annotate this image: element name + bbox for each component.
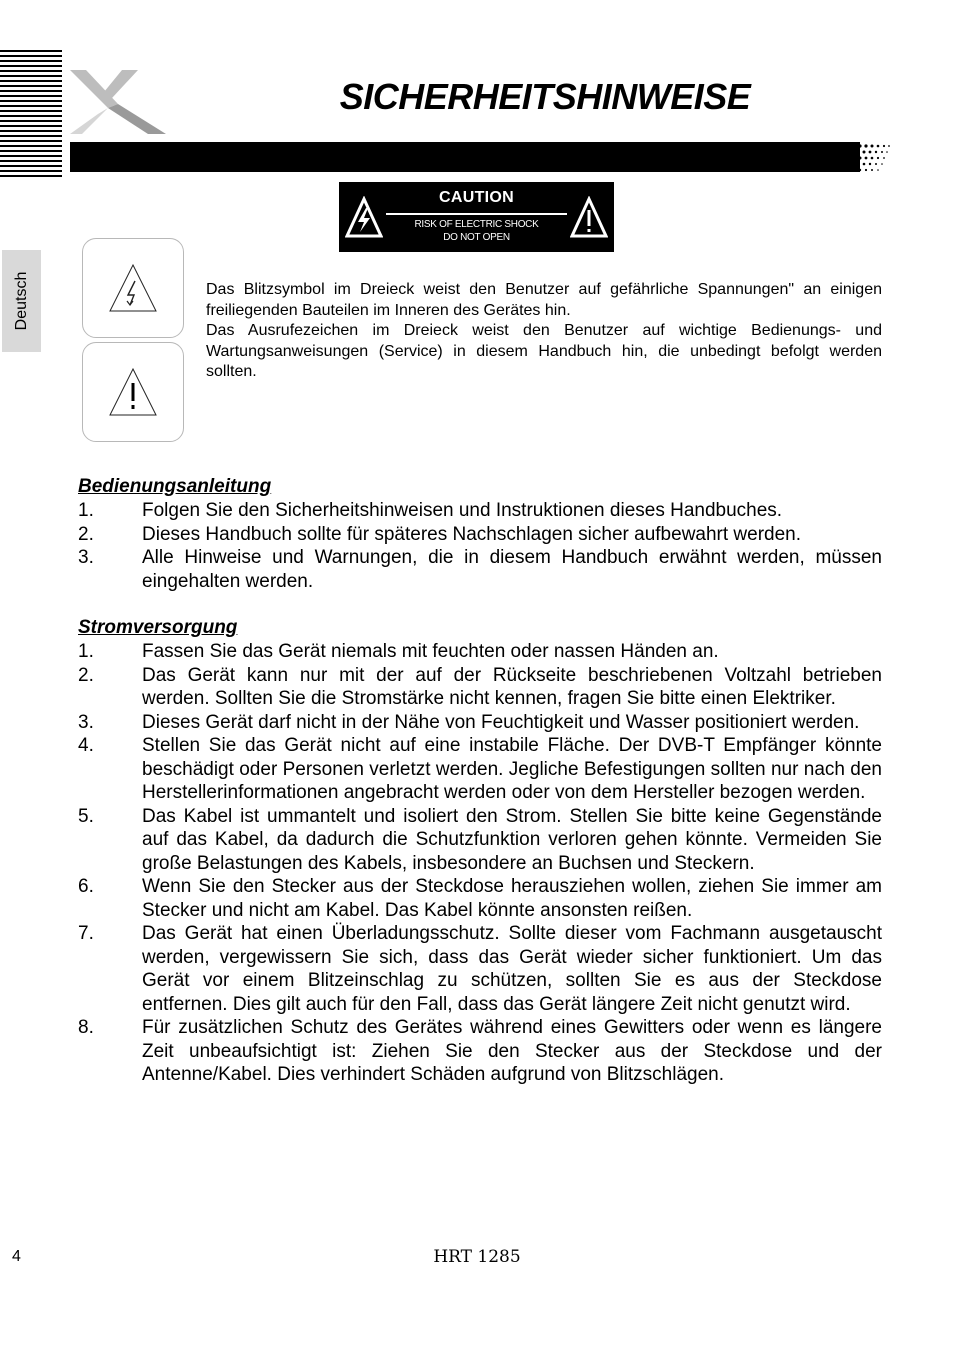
footer-model-name: HRT 1285 [433,1247,521,1267]
list-item: 8. Für zusätzlichen Schutz des Gerätes während eines Gewitters oder wenn es längere Zeit unbeaufsichtigt ist: Ziehen Sie den Stecker aus der Steckdose und der Antenne/Kabel. Dies verhindert Schäden aufgrund von Blitzschlägen. [78,1017,882,1085]
caution-label [339,182,614,252]
section-heading: Stromversorgung [78,617,238,638]
lightning-symbol-box [82,238,184,338]
caution-line-2: DO NOT OPEN [443,232,510,243]
lightning-triangle-icon [106,261,160,315]
halftone-dots [848,140,892,174]
language-tab-label: Deutsch [12,271,30,331]
list-item: 1. Folgen Sie den Sicherheitshinweisen und Instruktionen dieses Handbuches. [78,500,783,521]
list-item: 7. Das Gerät hat einen Überladungsschutz. Sollte dieser vom Fachmann ausgetauscht werden, vergewissern Sie sich, dass das Gerät wieder sicher funktioniert. Um das Gerät vor einem Blitzeinschlag zu schützen, sollten Sie es aus der Steckdose entfernen. Dies gilt auch für den Fall, dass das Gerät längere Zeit nicht genutzt wird. [78,923,882,1015]
caution-divider [386,213,567,215]
exclamation-explanation: Das Ausrufezeichen im Dreieck weist den Benutzer auf wichtige Bedienungs- und Wartungsanweisungen (Service) in diesem Handbuch hin, die unbedingt befolgt werden sollten. [206,322,882,380]
list-item: 6. Wenn Sie den Stecker aus der Steckdose herausziehen wollen, ziehen Sie immer am Stecker und nicht am Kabel. Das Kabel könnte ansonsten reißen. [78,876,882,921]
section-bedienungsanleitung [78,475,882,593]
language-tab [2,250,41,352]
caution-line-1: RISK OF ELECTRIC SHOCK [414,219,539,230]
exclamation-triangle-icon [106,365,160,419]
list-item: 3. Alle Hinweise und Warnungen, die in diesem Handbuch erwähnt werden, müssen eingehalten werden. [78,547,882,592]
caution-title: CAUTION [439,189,514,206]
list-item: 2. Das Gerät kann nur mit der auf der Rückseite beschriebenen Voltzahl betrieben werden. Sollten Sie die Stromstärke nicht kennen, fragen Sie bitte einen Elektriker. [78,664,882,709]
list-item: 2. Dieses Handbuch sollte für späteres Nachschlagen sicher aufbewahrt werden. [78,523,802,545]
instruction-list [78,499,882,593]
page-number: 4 [12,1248,21,1265]
symbols-explanation [206,280,882,383]
instruction-list [78,640,882,1087]
list-item: 4. Stellen Sie das Gerät nicht auf eine instabile Fläche. Der DVB-T Empfänger könnte beschädigt oder Personen verletzt werden. Jegliche Befestigungen sollten nur nach den Herstellerinformationen angebracht werden oder von dem Hersteller bezogen werden. [78,735,882,803]
exclamation-symbol-box [82,342,184,442]
section-stromversorgung [78,616,882,1087]
list-item: 3. Dieses Gerät darf nicht in der Nähe von Feuchtigkeit und Wasser positioniert werden. [78,711,860,733]
exclamation-triangle-icon [570,196,608,240]
page-title: SICHERHEITSHINWEISE [339,76,751,117]
section-heading: Bedienungsanleitung [78,476,272,497]
list-item: 1. Fassen Sie das Gerät niemals mit feuchten oder nassen Händen an. [78,641,719,662]
title-bar [70,142,860,172]
list-item: 5. Das Kabel ist ummantelt und isoliert den Strom. Stellen Sie bitte keine Gegenstände auf das Kabel, da dadurch die Schutzfunktion verloren gehen könnte. Vermeiden Sie große Belastungen des Kabels, insbesondere an Buchsen und Steckern. [78,805,882,874]
lightning-explanation: Das Blitzsymbol im Dreieck weist den Benutzer auf gefährliche Spannungen" an einigen freiliegenden Bauteilen im Inneren des Gerätes hin. [206,281,882,319]
